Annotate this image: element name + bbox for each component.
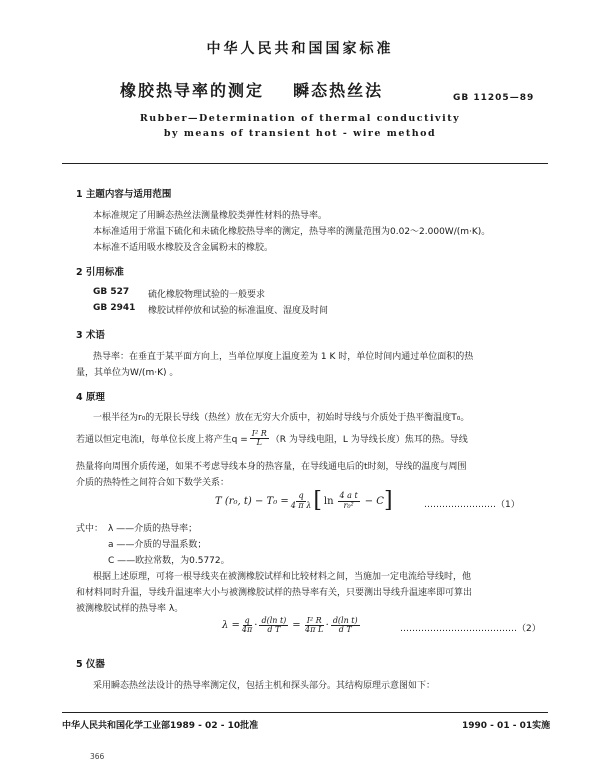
formula-2: λ = $\frac{q}{4\pi}$ · $\frac{\text{d(ln t)}}{\text{d T}}$ = $\frac{\text{I² R}}{\text{4π L}}$ · $\frac{\text{d(ln t)}}{\text{d T}}$ [222, 616, 358, 635]
section-4-p4: 介质的热特性之间符合如下数学关系： [76, 478, 230, 488]
formula-2-c-num: I² R [306, 616, 322, 625]
formula-2-d-den: d T [338, 625, 352, 635]
page-number: 366 [90, 752, 105, 761]
section-1-heading: 1 主题内容与适用范围 [76, 189, 172, 200]
section-4-p3: 热量将向周围介质传递，如果不考虑导线本身的热容量，在导线通电后的t时刻，导线的温度与周围 [76, 462, 467, 472]
approval-note: 中华人民共和国化学工业部1989 - 02 - 10批准 [62, 721, 259, 731]
formula-1-inner-den: r₀² [343, 500, 354, 510]
title-en-line2: by means of transient hot - wire method [163, 128, 437, 139]
standard-header: 中华人民共和国国家标准 [206, 41, 394, 57]
where-c: C ——欧拉常数，为0.5772。 [108, 556, 230, 566]
formula-2-lhs: λ = [222, 620, 240, 632]
ref-2-text: 橡胶试样停放和试验的标准温度、湿度及时间 [148, 306, 329, 316]
section-4-p2a: 若通以恒定电流I，每单位长度上将产生q = [76, 435, 248, 446]
section-5-p1: 采用瞬态热丝法设计的热导率测定仪，包括主机和探头部分。其结构原理示意图如下： [93, 681, 436, 691]
section-4-p5: 根据上述原理，可将一根导线夹在被测橡胶试样和比较材料之间，当施加一定电流给导线时，他 [93, 572, 472, 582]
formula-1 [215, 490, 393, 512]
formula-2-b-num: d(ln t) [261, 616, 287, 625]
title-cn-part2: 瞬态热丝法 [293, 81, 384, 100]
section-1-p1: 本标准规定了用瞬态热丝法测量橡胶类弹性材料的热导率。 [93, 211, 328, 221]
formula-2-b-den: d T [267, 625, 281, 635]
formula-1-open-bracket: [ [313, 488, 322, 513]
section-3-p1: 热导率：在垂直于某平面方向上，当单位厚度上温度差为 1 K 时，单位时间内通过单位面积的热 [93, 352, 474, 362]
formula-1-num: q [298, 491, 304, 501]
header-rule [62, 163, 548, 164]
section-4-p7: 被测橡胶试样的热导率 λ。 [76, 604, 184, 614]
formula-2-d-num: d(ln t) [332, 616, 358, 625]
section-4-p6: 和材料同时升温，导线升温速率大小与被测橡胶试样的热导率有关，只要测出导线升温速率即可算出 [76, 588, 473, 598]
section-3-heading: 3 术语 [76, 330, 105, 341]
formula-2-frac-c [305, 617, 324, 635]
formula-1-inner-num: 4 a t [339, 491, 358, 501]
section-4-p2 [76, 430, 468, 448]
implementation-date: 1990 - 01 - 01实施 [462, 721, 551, 731]
where-a: a ——介质的导温系数； [108, 540, 207, 550]
document-title-cn [120, 78, 383, 101]
formula-2-a-num: q [244, 616, 250, 625]
heat-frac-num: I² R [251, 429, 267, 438]
title-en-line1: Rubber—Determination of thermal conductivity [139, 113, 461, 124]
ref-1-code: GB 527 [93, 287, 130, 297]
formula-1-lhs: T (r₀, t) − T₀ = [215, 495, 289, 507]
formula-1-inner-frac [338, 492, 360, 510]
where-intro: 式中： [76, 524, 104, 534]
section-4-p1: 一根半径为r₀的无限长导线（热丝）放在无穷大介质中，初始时导线与介质处于热平衡温度T₀。 [93, 413, 470, 423]
section-4-heading: 4 原理 [76, 392, 105, 403]
title-cn-part1: 橡胶热导率的测定 [120, 81, 265, 100]
formula-1-tail: − C [364, 495, 384, 507]
section-1-p3: 本标准不适用吸水橡胶及含金属粉末的橡胶。 [93, 243, 274, 253]
formula-1-ln: ln [323, 495, 334, 507]
footer-rule [62, 712, 548, 713]
formula-2-equals: = [292, 620, 301, 632]
formula-1-den: 4 π λ [290, 500, 312, 510]
formula-2-frac-a [242, 617, 252, 635]
where-lambda: λ ——介质的热导率； [108, 524, 198, 534]
heat-frac-den: L [256, 438, 262, 448]
formula-2-c-den: 4π L [305, 625, 324, 635]
formula-2-a-den: 4π [241, 625, 253, 635]
formula-2-number: …………………………………（2） [400, 624, 541, 634]
formula-2-frac-b [259, 617, 288, 635]
formula-1-frac [291, 492, 312, 510]
formula-1-number: ……………………（1） [424, 500, 520, 510]
heat-per-length-fraction [250, 430, 269, 448]
formula-1-close-bracket: ] [383, 488, 393, 513]
formula-2-frac-d [331, 617, 360, 635]
section-3-p2: 量，其单位为W/(m·K) 。 [76, 368, 179, 378]
section-5-heading: 5 仪器 [76, 659, 105, 670]
ref-2-code: GB 2941 [93, 303, 136, 313]
section-1-p2: 本标准适用于常温下硫化和未硫化橡胶热导率的测定，热导率的测量范围为0.02～2.000W/(m·K)。 [93, 227, 491, 237]
section-2-heading: 2 引用标准 [76, 267, 124, 278]
ref-1-text: 硫化橡胶物理试验的一般要求 [148, 290, 266, 300]
section-4-p2b: （R 为导线电阻，L 为导线长度）焦耳的热。导线 [270, 435, 468, 446]
standard-code: GB 11205—89 [453, 93, 535, 103]
